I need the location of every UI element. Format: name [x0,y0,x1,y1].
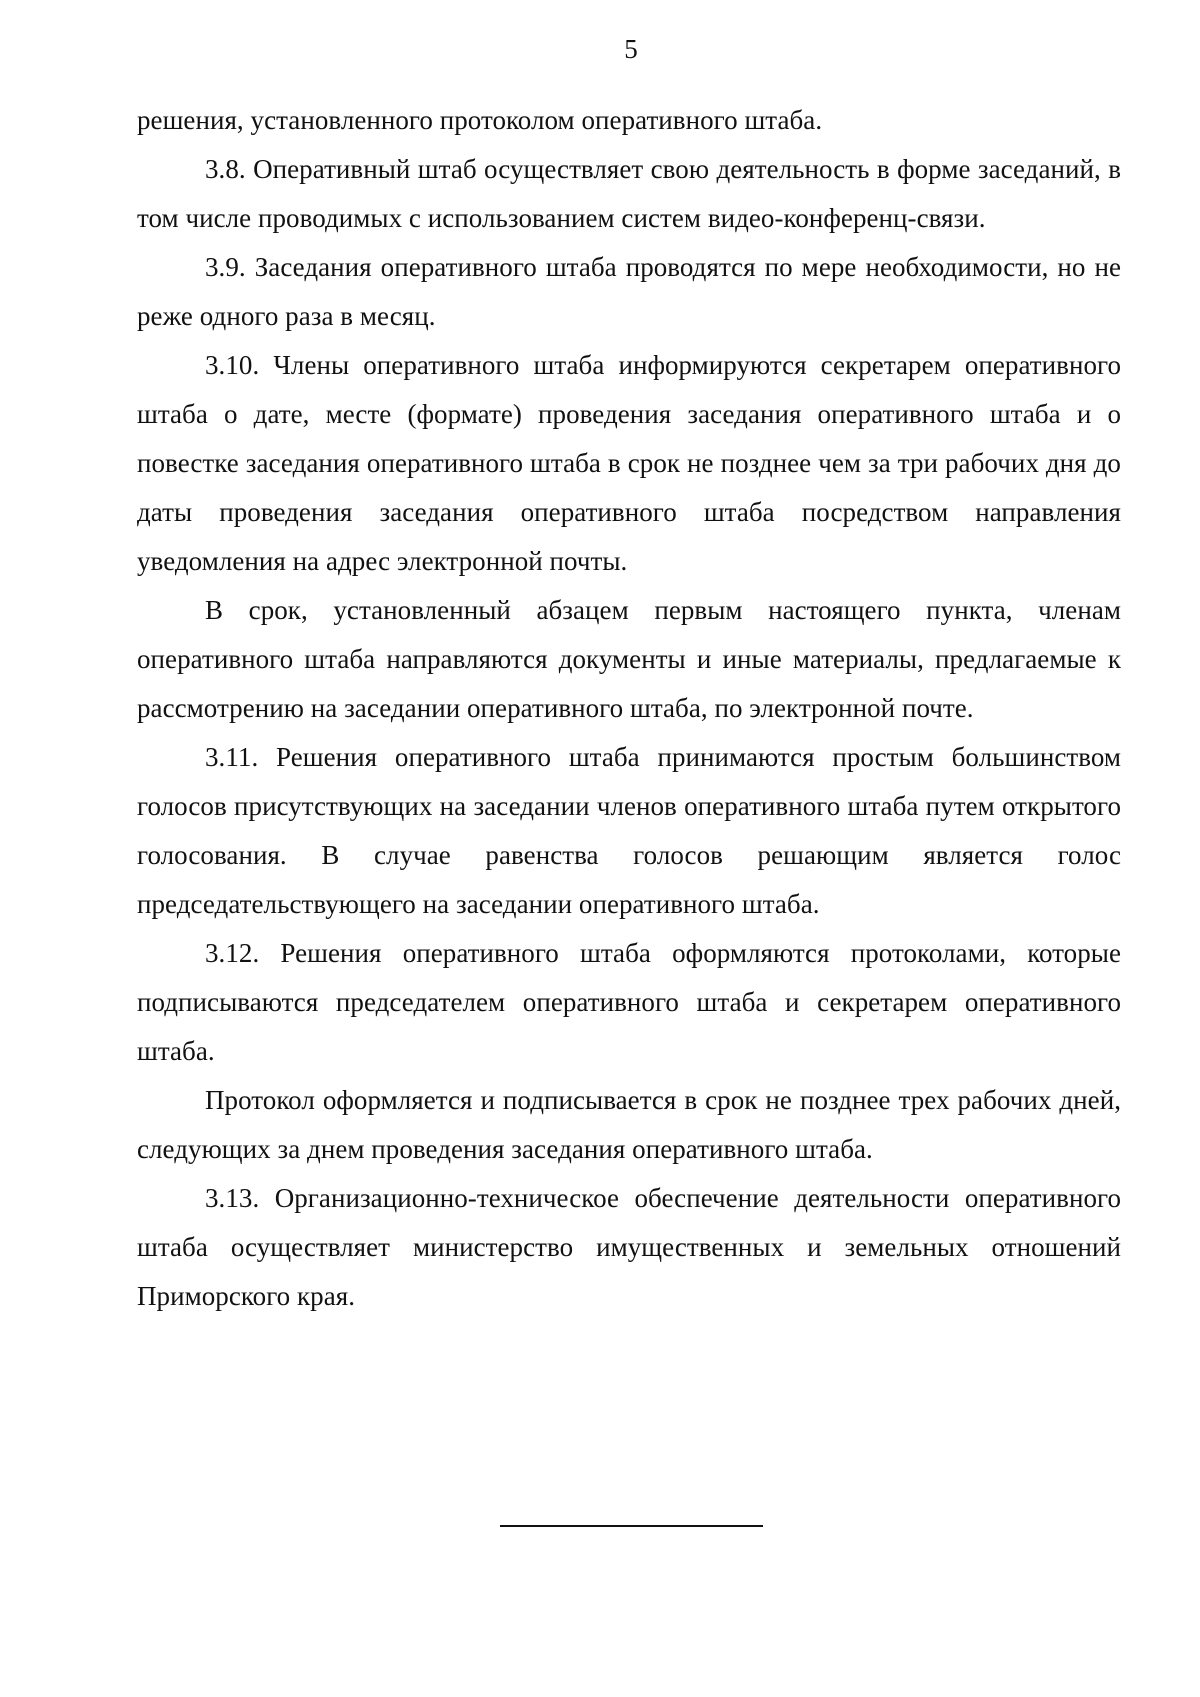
document-body [137,96,1121,1321]
paragraph-3-8: 3.8. Оперативный штаб осуществляет свою деятельность в форме заседаний, в том числе проводимых с использованием систем видео-конференц-связи. [137,154,1121,233]
end-of-document-rule [500,1525,763,1527]
paragraph-3-12: 3.12. Решения оперативного штаба оформляются протоколами, которые подписываются председателем оперативного штаба и секретарем оперативного штаба. [137,938,1121,1066]
paragraph-3-9: 3.9. Заседания оперативного штаба проводятся по мере необходимости, но не реже одного раза в месяц. [137,252,1121,331]
paragraph-3-10-second: В срок, установленный абзацем первым настоящего пункта, членам оперативного штаба направляются документы и иные материалы, предлагаемые к рассмотрению на заседании оперативного штаба, по электронной почте. [137,595,1121,723]
paragraph-continuation: решения, установленного протоколом оперативного штаба. [137,105,823,135]
paragraph-3-12-second: Протокол оформляется и подписывается в срок не позднее трех рабочих дней, следующих за днем проведения заседания оперативного штаба. [137,1085,1121,1164]
page-number: 5 [624,34,638,64]
paragraph-3-11: 3.11. Решения оперативного штаба принимаются простым большинством голосов присутствующих на заседании членов оперативного штаба путем открытого голосования. В случае равенства голосов решающим является голос председательствующего на заседании оперативного штаба. [137,742,1121,919]
paragraph-3-10: 3.10. Члены оперативного штаба информируются секретарем оперативного штаба о дате, месте (формате) проведения заседания оперативного штаба и о повестке заседания оперативного штаба в срок не позднее чем за три рабочих дня до даты проведения заседания оперативного штаба посредством направления уведомления на адрес электронной почты. [137,350,1121,576]
paragraph-3-13: 3.13. Организационно-техническое обеспечение деятельности оперативного штаба осуществляет министерство имущественных и земельных отношений Приморского края. [137,1183,1121,1311]
